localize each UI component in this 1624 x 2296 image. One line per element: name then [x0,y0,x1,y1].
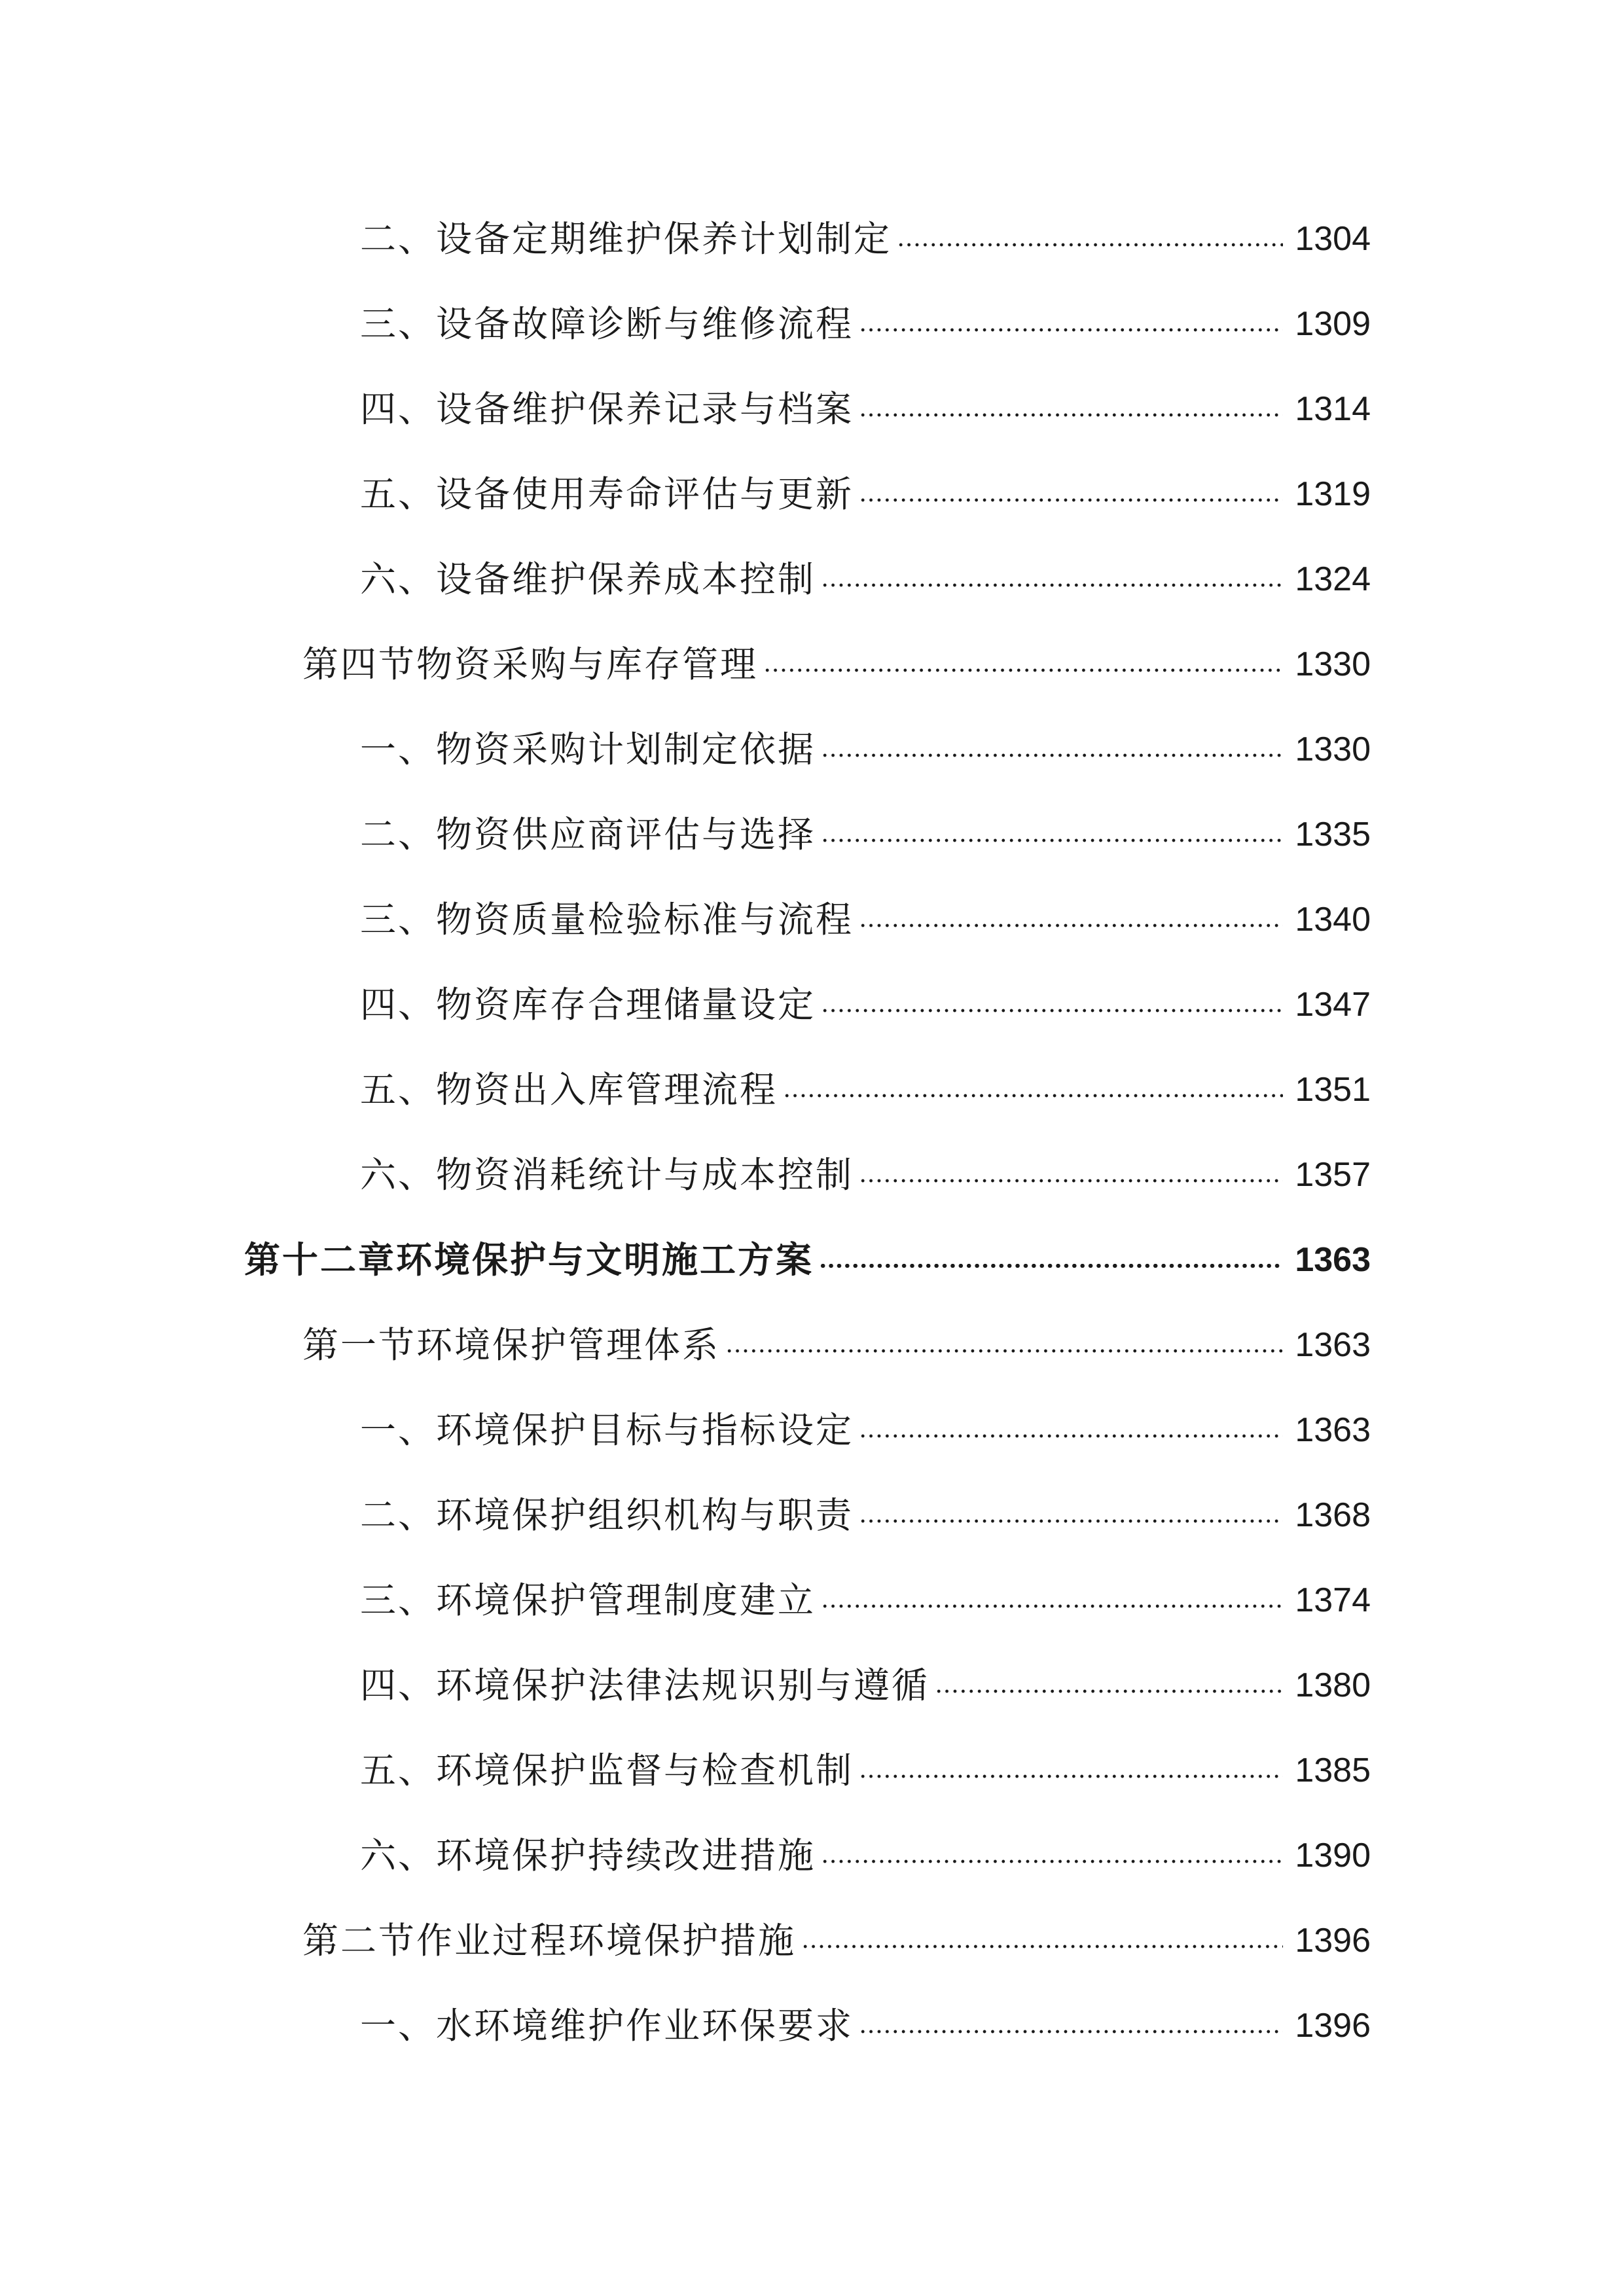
toc-page-number: 1374 [1295,1581,1371,1619]
dot-leader [821,583,1283,587]
toc-entry-title: 六、设备维护保养成本控制 [360,558,816,600]
toc-entry-title: 第二节作业过程环境保护措施 [302,1919,797,1962]
toc-page-number: 1363 [1295,1326,1371,1364]
toc-page-number: 1314 [1295,390,1371,428]
toc-page-number: 1335 [1295,816,1371,853]
toc-section-entry[interactable] [0,1898,1624,1983]
toc-page-number: 1304 [1295,220,1371,258]
toc-entry-title: 第四节物资采购与库存管理 [302,643,759,685]
toc-entry-title: 六、环境保护持续改进措施 [360,1834,816,1876]
toc-entry[interactable] [0,1047,1624,1132]
dot-leader [859,1774,1283,1778]
dot-leader [819,1264,1283,1268]
toc-entry[interactable] [0,537,1624,622]
dot-leader [821,1604,1283,1608]
dot-leader [801,1945,1283,1948]
toc-entry-title: 三、环境保护管理制度建立 [360,1579,816,1621]
toc-page-number: 1363 [1295,1241,1371,1279]
toc-entry-title: 二、环境保护组织机构与职责 [360,1494,854,1536]
toc-entry-title: 五、设备使用寿命评估与更新 [360,473,854,515]
toc-page-number: 1363 [1295,1411,1371,1449]
toc-page-number: 1347 [1295,986,1371,1024]
toc-entry[interactable] [0,1388,1624,1473]
toc-page-number: 1357 [1295,1156,1371,1194]
toc-entry[interactable] [0,1558,1624,1643]
toc-entry-title: 五、环境保护监督与检查机制 [360,1749,854,1791]
toc-entry-title: 四、物资库存合理储量设定 [360,983,816,1026]
toc-page-number: 1368 [1295,1496,1371,1534]
dot-leader [859,1434,1283,1438]
dot-leader [821,1009,1283,1013]
toc-entry-title: 第十二章环境保护与文明施工方案 [244,1238,814,1281]
dot-leader [763,668,1283,672]
dot-leader [859,1179,1283,1183]
toc-section-entry[interactable] [0,1302,1624,1388]
toc-page-number: 1319 [1295,475,1371,513]
dot-leader [859,1519,1283,1523]
toc-entry-title: 四、环境保护法律法规识别与遵循 [360,1664,930,1706]
toc-page-number: 1340 [1295,901,1371,939]
toc-entry[interactable] [0,707,1624,792]
dot-leader [725,1349,1283,1353]
toc-entry[interactable] [0,1132,1624,1217]
toc-entry[interactable] [0,1813,1624,1898]
toc-entry[interactable] [0,1643,1624,1728]
dot-leader [859,924,1283,927]
toc-page-number: 1396 [1295,1922,1371,1960]
toc-entry[interactable] [0,367,1624,452]
toc-entry-title: 二、设备定期维护保养计划制定 [360,217,892,260]
toc-chapter-entry[interactable] [0,1217,1624,1302]
toc-entry-title: 四、设备维护保养记录与档案 [360,387,854,430]
dot-leader [821,753,1283,757]
toc-entry[interactable] [0,792,1624,877]
toc-page-number: 1309 [1295,305,1371,343]
dot-leader [897,243,1283,247]
dot-leader [783,1094,1283,1098]
toc-section-entry[interactable] [0,622,1624,707]
toc-entry[interactable] [0,196,1624,281]
toc-entry[interactable] [0,452,1624,537]
toc-entry-title: 六、物资消耗统计与成本控制 [360,1153,854,1196]
toc-page-number: 1396 [1295,2007,1371,2045]
toc-entry[interactable] [0,877,1624,962]
dot-leader [859,328,1283,332]
toc-entry[interactable] [0,962,1624,1047]
dot-leader [859,498,1283,502]
toc-page-number: 1330 [1295,645,1371,683]
toc-entry[interactable] [0,281,1624,367]
dot-leader [859,413,1283,417]
dot-leader [859,2030,1283,2034]
toc-page-number: 1385 [1295,1751,1371,1789]
toc-entry-title: 一、物资采购计划制定依据 [360,728,816,770]
toc-page-number: 1330 [1295,730,1371,768]
toc-entry-title: 三、物资质量检验标准与流程 [360,898,854,941]
dot-leader [821,1859,1283,1863]
toc-entry-title: 一、环境保护目标与指标设定 [360,1408,854,1451]
toc-page-number: 1390 [1295,1837,1371,1874]
toc-entry[interactable] [0,1728,1624,1813]
toc-entry-title: 三、设备故障诊断与维修流程 [360,302,854,345]
toc-page-number: 1380 [1295,1666,1371,1704]
toc-entry-title: 五、物资出入库管理流程 [360,1068,778,1111]
dot-leader [935,1689,1283,1693]
toc-page-number: 1324 [1295,560,1371,598]
toc-entry-title: 二、物资供应商评估与选择 [360,813,816,855]
toc-page-number: 1351 [1295,1071,1371,1109]
toc-entry-title: 一、水环境维护作业环保要求 [360,2004,854,2047]
toc-entry-title: 第一节环境保护管理体系 [302,1323,721,1366]
toc-entry[interactable] [0,1983,1624,2068]
toc-entry[interactable] [0,1473,1624,1558]
toc-list [0,196,1624,2068]
dot-leader [821,838,1283,842]
